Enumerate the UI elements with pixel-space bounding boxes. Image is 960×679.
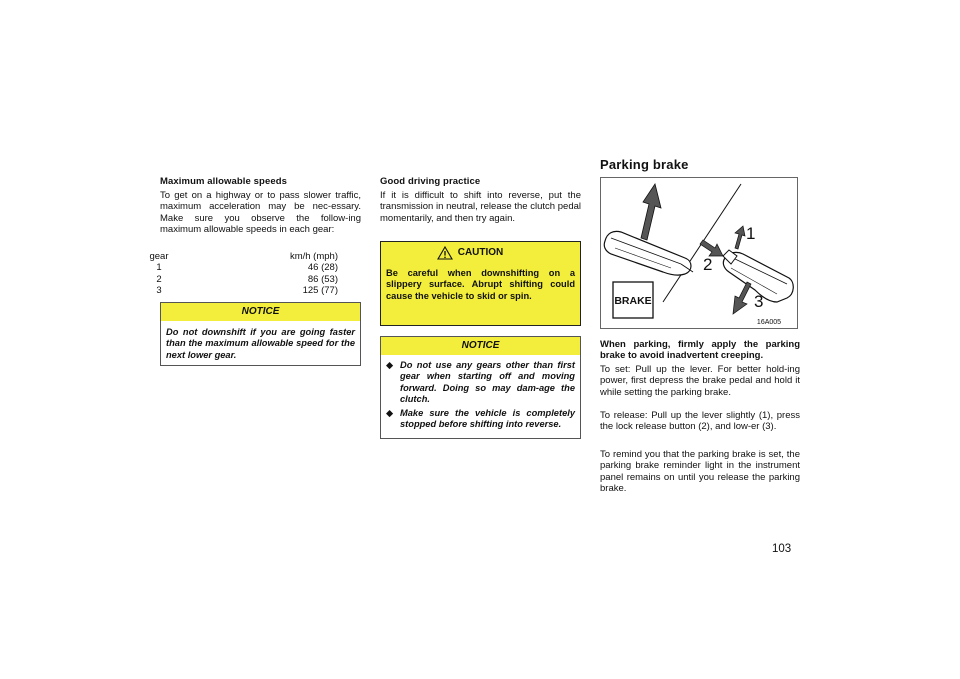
notice-text: Do not downshift if you are going faster than the maximum allowable speed for the next lower gear.	[166, 327, 355, 360]
notice-title: NOTICE	[381, 337, 580, 355]
label-1: 1	[746, 224, 756, 243]
good-practice-text: If it is difficult to shift into reverse, put the transmission in neutral, release the clutch pedal momentarily, and then try again.	[380, 190, 581, 224]
caution-header	[381, 242, 580, 264]
max-speeds-heading: Maximum allowable speeds	[160, 176, 287, 187]
table-row	[156, 284, 360, 296]
table-cell-gear: 3	[156, 284, 162, 296]
brake-label: BRAKE	[614, 295, 652, 307]
arrow-2-icon	[700, 240, 723, 256]
notice-item-text: Do not use any gears other than first gear when starting off and moving forward. Doing so may dam-age the clutch.	[400, 360, 575, 404]
list-item	[386, 360, 575, 405]
table-cell-gear: 2	[156, 273, 162, 285]
parking-brake-title: Parking brake	[600, 157, 689, 172]
table-row	[156, 273, 360, 285]
release-instructions: To release: Pull up the lever slightly (1), press the lock release button (2), and low-er (3).	[600, 410, 800, 433]
table-header-speed: km/h (mph)	[289, 251, 338, 262]
list-item	[386, 408, 575, 431]
label-3: 3	[754, 292, 764, 311]
parking-brake-intro: When parking, firmly apply the parking brake to avoid inadvertent creeping.	[600, 339, 800, 362]
notice-title: NOTICE	[161, 303, 360, 321]
table-header-gear: gear	[149, 251, 169, 262]
diamond-bullet-icon: ◆	[386, 408, 394, 419]
caution-title: CAUTION	[457, 247, 504, 258]
good-practice-heading: Good driving practice	[380, 176, 481, 187]
arrow-3-icon	[733, 282, 751, 314]
parking-brake-illustration	[601, 178, 797, 328]
label-2: 2	[703, 255, 713, 274]
caution-box	[380, 241, 581, 326]
figure-code: 16A005	[756, 319, 782, 326]
warning-triangle-icon	[437, 246, 453, 260]
parking-brake-figure	[600, 177, 798, 329]
table-cell-gear: 1	[156, 262, 162, 274]
arrow-1-icon	[735, 226, 745, 249]
table-header-row	[149, 251, 360, 262]
speed-table	[149, 251, 360, 296]
caution-text: Be careful when downshifting on a slippery surface. Abrupt shifting could cause the vehicle to skid or spin.	[386, 268, 575, 301]
lever-before-icon	[604, 231, 693, 275]
table-row	[156, 262, 360, 274]
notice-box-speeds	[160, 302, 361, 366]
notice-box-gears	[380, 336, 581, 439]
table-cell-speed: 125 (77)	[302, 284, 338, 296]
diamond-bullet-icon: ◆	[386, 360, 394, 370]
max-speeds-intro: To get on a highway or to pass slower traffic, maximum acceleration may be nec-essary. Make sure you observe the follow-ing maximum allowable speeds in each gear:	[160, 190, 361, 236]
table-cell-speed: 46 (28)	[307, 262, 338, 274]
pull-up-arrow-icon	[641, 184, 661, 240]
set-instructions: To set: Pull up the lever. For better hold-ing power, first depress the brake pedal and hold it while setting the parking brake.	[600, 364, 800, 398]
reminder-text: To remind you that the parking brake is set, the parking brake reminder light in the instrument panel remains on until you release the parking brake.	[600, 449, 800, 495]
page-number: 103	[772, 543, 792, 555]
brake-indicator-icon	[613, 282, 653, 318]
notice-item-text: Make sure the vehicle is completely stopped before shifting into reverse.	[400, 408, 575, 430]
notice-list	[381, 355, 580, 431]
table-cell-speed: 86 (53)	[307, 273, 338, 285]
